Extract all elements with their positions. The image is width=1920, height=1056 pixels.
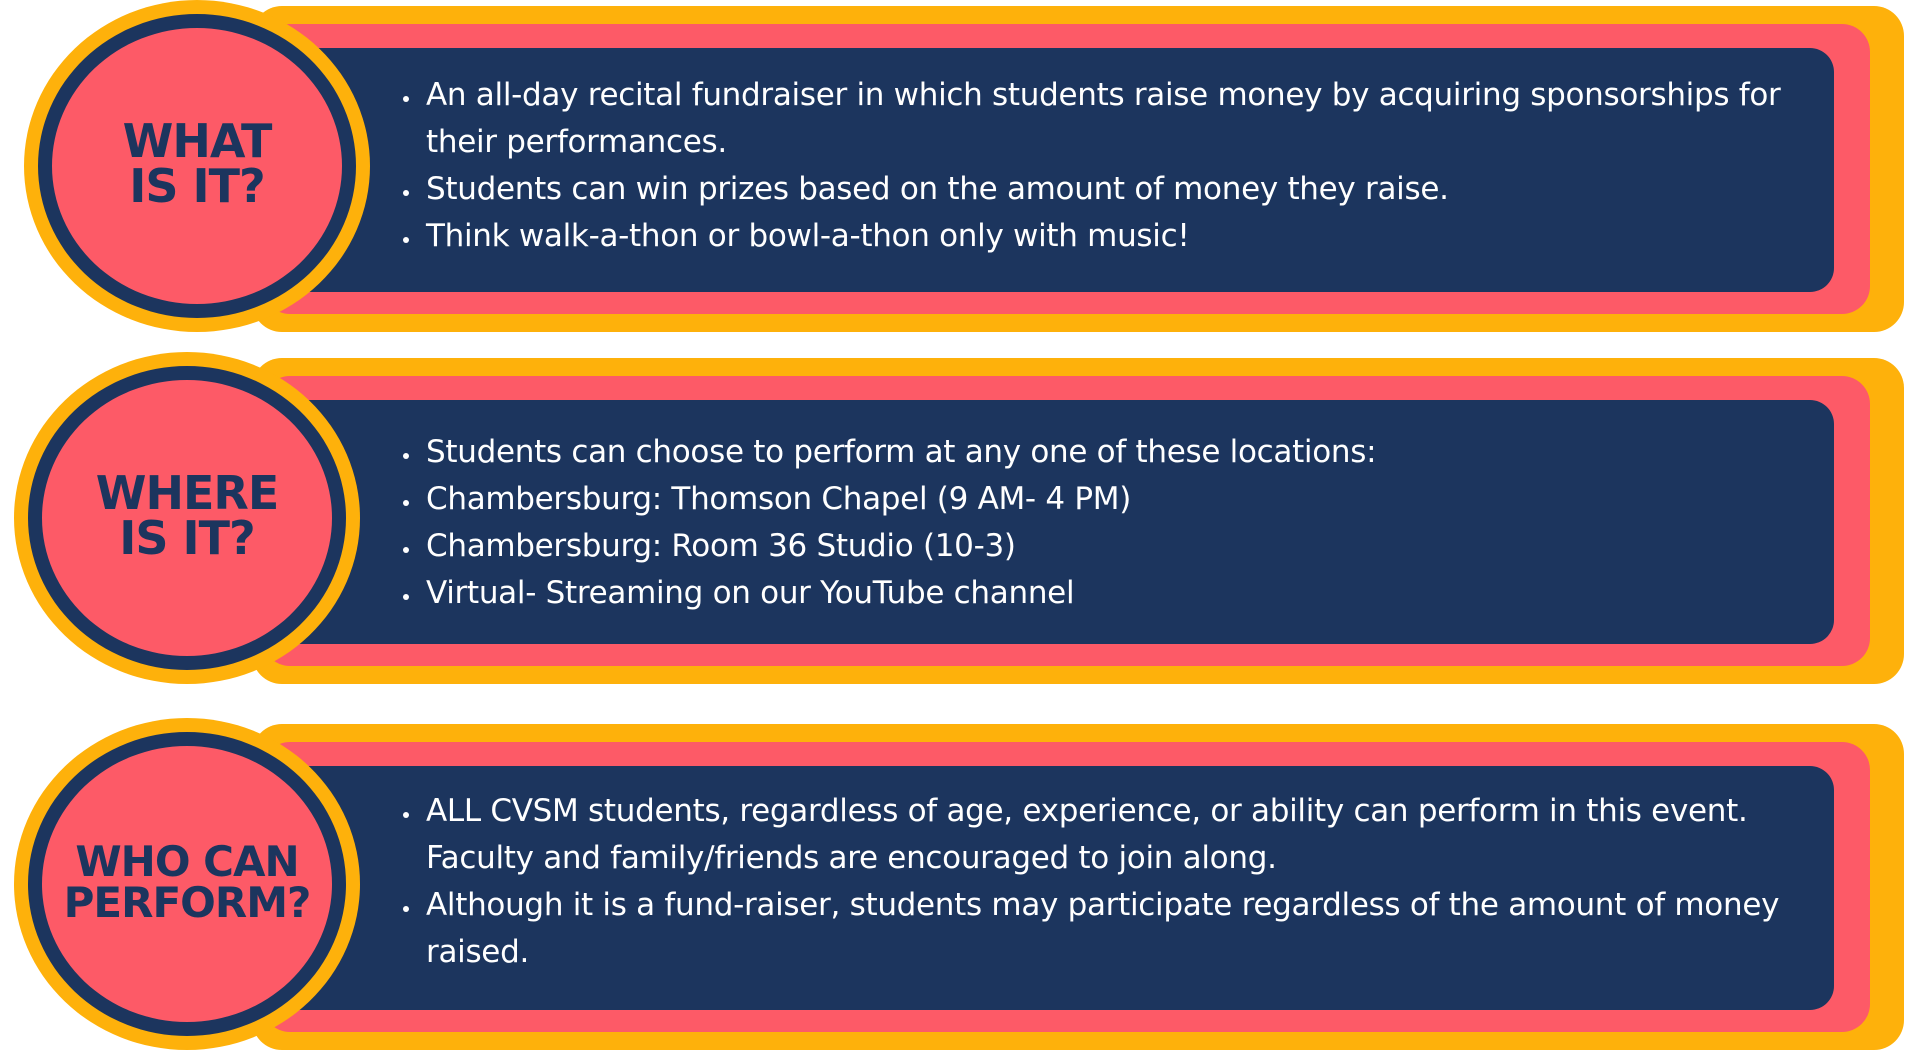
section-who-can-perform xyxy=(0,718,1920,1054)
bullet-item: • Although it is a fund-raiser, students may participate regardless of the amount of money raised. xyxy=(422,882,1800,976)
section-what-is-it xyxy=(0,0,1920,336)
section-where-is-it xyxy=(0,352,1920,688)
bullet-item: • Virtual- Streaming on our YouTube channel xyxy=(422,570,1800,617)
bullet-list xyxy=(388,429,1800,617)
bullet-item: • Chambersburg: Thomson Chapel (9 AM- 4 PM) xyxy=(422,476,1800,523)
bullet-list xyxy=(388,72,1800,260)
section-title: WHAT IS IT? xyxy=(122,113,272,213)
title-circle xyxy=(28,732,346,1036)
title-circle xyxy=(38,14,356,318)
bullet-item: • Think walk-a-thon or bowl-a-thon only with music! xyxy=(422,213,1800,260)
bullet-item: • Students can choose to perform at any one of these locations: xyxy=(422,429,1800,476)
bullet-item: • ALL CVSM students, regardless of age, experience, or ability can perform in this event. Faculty and family/friends are encouraged to join along. xyxy=(422,788,1800,882)
bullet-list xyxy=(388,788,1800,976)
title-circle xyxy=(28,366,346,670)
bullet-item: • Students can win prizes based on the amount of money they raise. xyxy=(422,166,1800,213)
bullet-item: • Chambersburg: Room 36 Studio (10-3) xyxy=(422,523,1800,570)
section-title: WHERE IS IT? xyxy=(95,465,279,565)
section-title: WHO CAN PERFORM? xyxy=(63,836,311,927)
bullet-item: • An all-day recital fundraiser in which students raise money by acquiring sponsorships for their performances. xyxy=(422,72,1800,166)
